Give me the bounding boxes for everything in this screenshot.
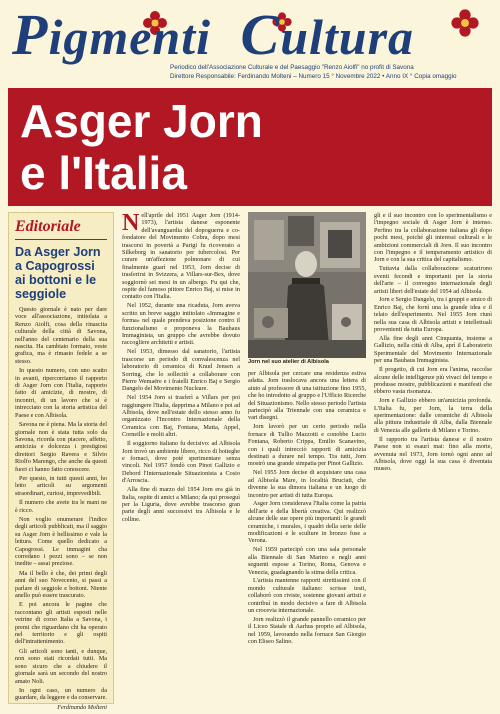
article-paragraph: Jorn lavorò per un certo periodo nella fornace di Tullio Mazzotti e conobbe Lucio Fontana, Roberto Crippa, Emilio Scanavino, con i quali intrecciò rapporti di amicizia destinati a durare nel tempo. Tra tutti, Jorn mostrò una grande simpatia per Pinot Gallizio. [248,423,366,468]
headline-band [8,88,492,206]
article-photo [248,212,366,358]
title-initial: P [12,2,49,67]
editorial-paragraph: Per questo, in tutti questi anni, ho letto articoli su argomenti straordinari, curiosi, imprevedibili. [15,474,107,497]
article-column-2 [248,370,366,704]
masthead [8,2,492,84]
studio-photo-illustration [248,212,366,358]
title-word: ultura [280,9,415,65]
article-paragraph: Il soggiorno italiano fu decisivo: ad Albisola Jorn trovò un ambiente libero, ricco di botteghe e fornaci, dove poté sperimentare senza vincoli. Nel 1957 fondò con Pinot Gallizio e Debord l'Internazionale Situazionista a Cosio d'Arroscia. [122,440,240,485]
title-word: igmenti [48,9,212,65]
article-paragraph: L'artista mantenne rapporti strettissimi con il mondo culturale italiano: scrisse testi, collaborò con riviste, sostenne giovani artisti e contribuì in modo decisivo a fare di Albisola un crocevia internazionale. [248,577,366,615]
headline-line: e l'Italia [20,147,187,199]
article-paragraph: Tuttavia dalla collaborazione scaturirono eventi fecondi e importanti per la storia dell'arte – il convegno internazionale degli artisti liberi dell'estate del 1954 ad Albisola. [374,265,492,295]
editorial-paragraph: Non voglio enumerare l'indice degli articoli pubblicati, ma il saggio su Asger Jorn è bellissimo e vale la lettura. Come quello dedicato a Capogrossi. Le immagini cha corredano i pezzi sono – se non inedite – assai preziose. [15,515,107,568]
editorial-paragraph: Questo giornale è nato per dare voce all'associazione, intitolata a Renzo Aiolfi, cosa della rinascita culturale della città di Savona, nell'anno del centenario della sua nascita. Ha cambiato formato, veste grafica, ma è rimasto fedele a se stesso. [15,306,107,365]
masthead-issue-info: Direttore Responsabile: Ferdinando Molteni – Numero 15 ° Novembre 2022 • Anno IX ° Copia omaggio [170,73,457,80]
article-paragraph: Asger Jorn considerava l'Italia come la patria dell'arte e della libertà creativa. Qui realizzò alcune delle sue opere più importanti: le grandi ceramiche, i murales, i quadri della serie delle modificazioni e le sculture in bronzo fuse a Verona. [248,500,366,545]
editorial-sidebar [8,212,114,711]
article-paragraph: Nel 1954 Jorn si trasferì a Villars per poi raggiungere l'Italia, dapprima a Milano e poi ad Albisola, dove nell'estate dello stesso anno fu organizzato l'Incontro Internazionale della Ceramica con Baj, Fontana, Matta, Appel, Corneille e molti altri. [122,394,240,439]
article-paragraph: Il progetto, di cui Jorn era l'anima, raccolse alcune delle intelligenze più vivaci del tempo e produsse mostre, pubblicazioni e manifesti che ebbero vasta risonanza. [374,366,492,396]
photo-caption: Jorn nel suo atelier di Albisola [248,359,329,365]
article-paragraph: Jorn e Sergio Dangelo, tra i gruppi e amico di Enrico Baj, che fornì una la grande idea e il telaio dell'esperimento. Nel 1955 Jorn riunì nella sua casa di Albisola artisti e intellettuali provenienti da tutta Europa. [374,296,492,334]
editorial-paragraph: E poi ancora le pagine che raccontano gli artisti esposti nelle vetrine di corso Italia a Savona, i premi che riguardano chi ha operato nel territorio e gli ospiti dell'intrattenimento. [15,601,107,646]
article-column-3 [374,212,492,704]
headline-line: Asger Jorn [20,95,263,147]
article-paragraph: Nel 1955 Jorn decise di acquistare una casa ad Albisola Mare, in località Bruciati, che divenne la sua dimora italiana e un luogo di incontro per artisti di tutta Europa. [248,469,366,499]
article-paragraph: Il rapporto tra l'artista danese e il nostro Paese non si esaurì mai: fino alla morte, avvenuta nel 1973, Jorn tornò ogni anno ad Albisola, dove oggi la sua casa è diventata museo. [374,435,492,473]
editorial-body [15,306,107,702]
masthead-title [12,2,492,67]
editorial-paragraph: Gli articoli sono tanti, e dunque, non sono stati ricordati tutti. Ma sono sicuro che a chiudere il giornale sarà un secondo del nostro amato Noli. [15,647,107,685]
article-paragraph: per Albisola per cercare una residenza estiva adatta. Jorn traslocava ancora una lettera di aiuto al professore di una istituzione fino 1955, che ho introdotto al gruppo e l'Ufficio Ricerche del Situazionismo. Nello stesso periodo l'artista partecipò alla Triennale con una ceramica e vari disegni. [248,370,366,422]
editorial-paragraph: Il numero che avete tra le mani ne è ricco. [15,499,107,514]
article-paragraph: Jorn realizzò il grande pannello ceramico per il Liceo Statale di Aarhus proprio ad Albisola, nel 1959, lavorando nella fornace San Giorgio con Eliseo Salino. [248,616,366,646]
article-column-1 [122,212,240,704]
title-initial: C [240,2,281,67]
article-paragraph: Nel 1959 partecipò con una sala personale alla Biennale di San Marino e negli anni seguenti espose a Torino, Roma, Genova e Venezia, guadagnando la stima della critica. [248,546,366,576]
editorial-signature: Ferdinando Molteni [57,703,107,711]
article-paragraph: Alla fine degli anni Cinquanta, insieme a Gallizio, nella città di Alba, aprì il Laboratorio Sperimentale del Movimento Internazionale per una Bauhaus Immaginista. [374,335,492,365]
editorial-paragraph: Savona ne è piena. Ma la storia del giornale non è stata tutta solo da Savona, ricorda con piacere, affetto, amicizia e dolcezza i prestigiosi direttori Sergio Ravera e Silvio Riolfo Marengo, che anche da questi fuori ci hanno fatto conoscere. [15,421,107,473]
editorial-paragraph: Ma il bello è che, dei primi degli anni del suo Novecento, si passi a parlare di seggiole e bottoni. Niente anello può essere trascurato. [15,569,107,600]
editorial-kicker: Editoriale [15,218,107,240]
article-paragraph: Nel 1952, durante una ricaduta, Jorn aveva scritto un breve saggio intitolato «Immagine e forma» nel quale prendeva posizione contro il funzionalismo e proponeva la Bauhaus Immaginista, un gruppo che avrebbe dovuto raccogliere architetti e artisti. [122,302,240,347]
editorial-title: Da Asger Jorn a Capogrossi ai bottoni e le seggiole [15,245,101,301]
article-paragraph: gli e il suo incontro con lo sperimentalismo e l'impegno sociale di Asger Jorn è intenso. Perfino tra la collaborazione italiana gli dopo pochi mesi, poiché gli interessi culturali e le ambizioni commerciali di Jorn. Il suo incontro con l'impegno e il temperamento artistico di Jorn e con la sua critica del capitalismo. [374,212,492,264]
editorial-paragraph: In questo numero, con uno scatto in avanti, ripercorriamo il rapporto di Asger Jorn con l'Italia, rapporto fatto di amicizie, di mostre, di incontri, di un lavoro che si è intrecciato con la storia artistica del Paese e con Albisola. [15,367,107,419]
article-paragraph: Alla fine di marzo del 1954 Jorn era già in Italia, ospite di amici a Milano; da qui proseguì per la Liguria, dove avrebbe trascorso gran parte degli anni successivi tra Albisola e le colline. [122,486,240,523]
article-paragraph: Nel 1953, dimesso dal sanatorio, l'artista trascorse un periodo di convalescenza nel laboratorio di ceramica di Knud Jensen a Sorring, che lo sollecitò a collaborare con Pierre Wemaëre e i fratelli Enrico Baj e Sergio Dangelo del Movimento Nucleare. [122,348,240,393]
article-paragraph: ell'aprile del 1951 Asger Jorn (1914-1973), l'artista danese esponente dell'avanguardia del dopoguerra e co-fondatore del Movimento Cobra, dopo mesi trascorsi in povertà a Parigi fu ricoverato a Silkeborg in sanatorio per tubercolosi. Per curare un'affezione polmonare di cui finalmente guarì nel 1953, Jorn decise di trasferirsi in Svizzera, a Villars-sur-Bex, dove soggiornò sei mesi in un albergo. Fu qui che, ospite del famoso pittore Enrico Baj, si mise in contatto con l'Italia. [122,212,240,301]
drop-cap: N [122,212,140,236]
article-paragraph: Jorn e Gallizio ebbero un'amicizia profonda. L'Italia fu, per Jorn, la terra della sperimentazione: dalle ceramiche di Albisola alla pittura industriale di Alba, dalla Biennale di Venezia alle gallerie di Milano e Torino. [374,397,492,434]
editorial-paragraph: In ogni caso, un numero da guardare, da leggere e da conservare. [15,686,107,702]
masthead-subtitle: Periodico dell'Associazione Culturale e del Paesaggio "Renzo Aiolfi" no profit di Savona [170,64,414,71]
